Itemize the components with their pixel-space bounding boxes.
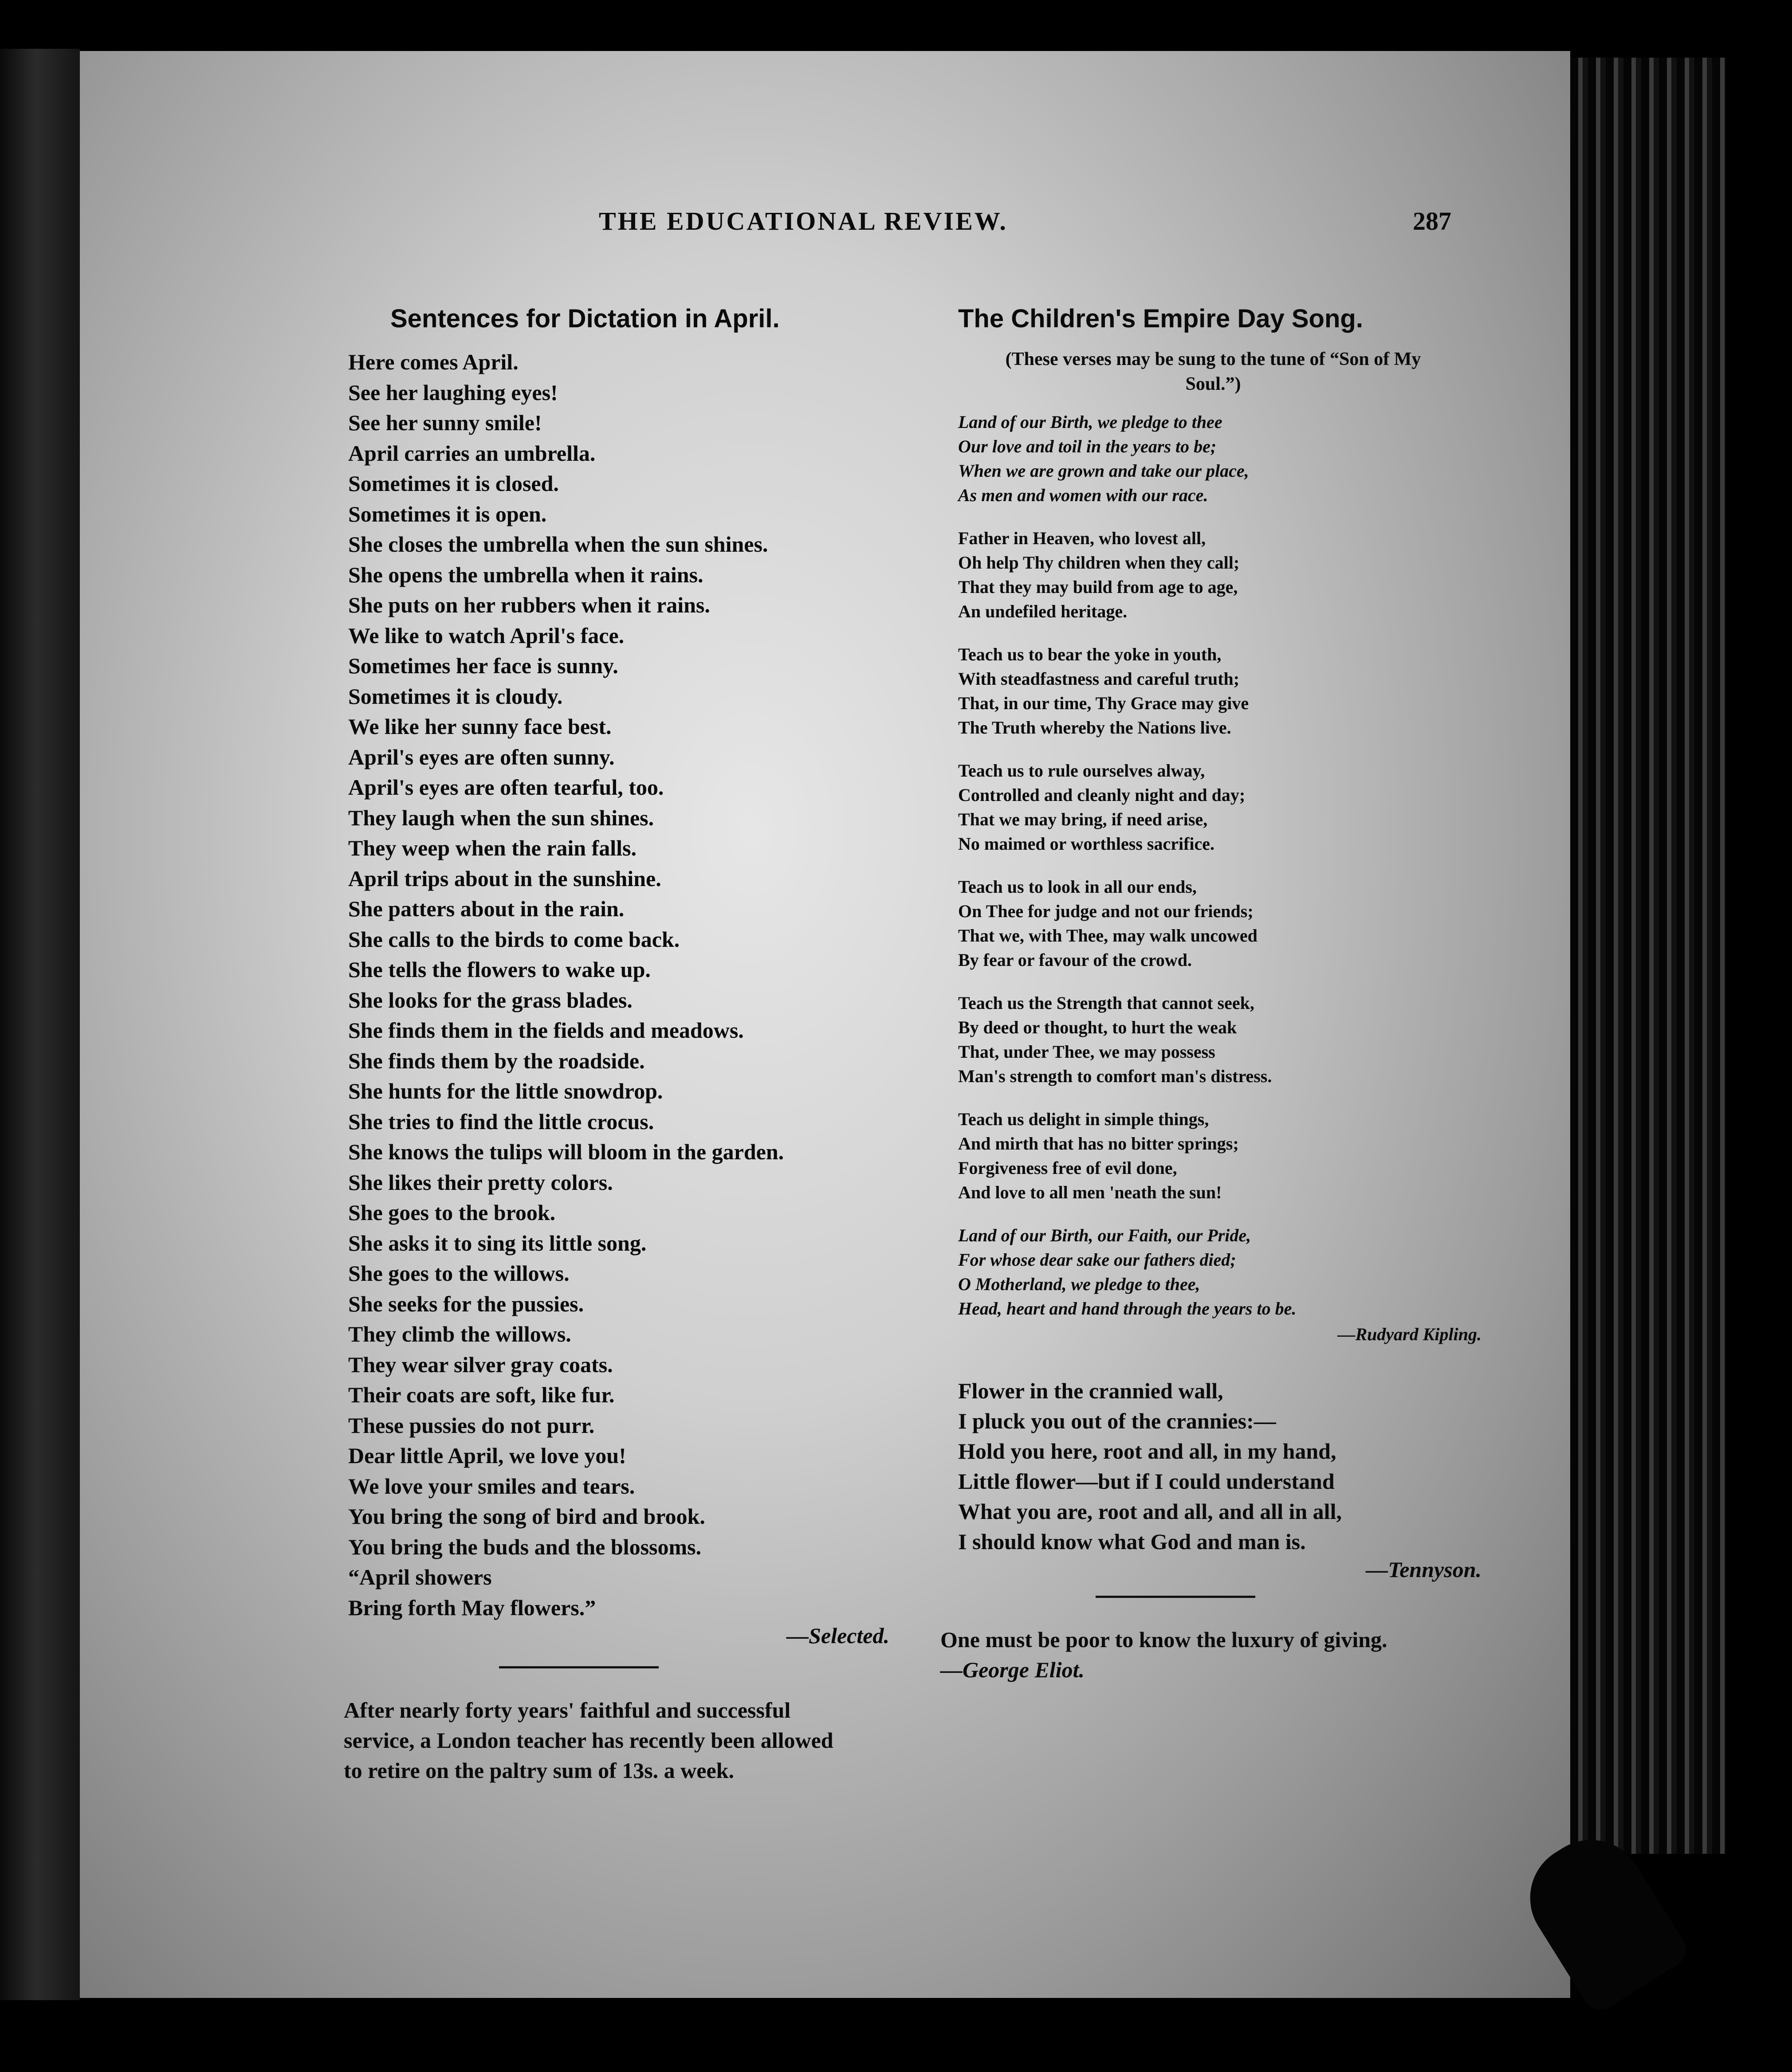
dictation-sentence: She tells the flowers to wake up. bbox=[348, 957, 651, 982]
london-teacher-note bbox=[344, 1695, 903, 1786]
song-stanza bbox=[958, 1223, 1504, 1321]
dictation-sentence: Sometimes her face is sunny. bbox=[348, 653, 618, 678]
dictation-sentence: Sometimes it is cloudy. bbox=[348, 683, 563, 709]
dictation-sentence: April carries an umbrella. bbox=[348, 440, 596, 466]
song-stanza bbox=[958, 526, 1504, 624]
dictation-sentence: She goes to the brook. bbox=[348, 1200, 556, 1225]
song-verse-line: When we are grown and take our place, bbox=[958, 461, 1249, 481]
subtitle-line: (These verses may be sung to the tune of “Son of My bbox=[1005, 349, 1421, 369]
dictation-sentence: Sometimes it is open. bbox=[348, 501, 547, 526]
quote-text: One must be poor to know the luxury of giving. bbox=[940, 1627, 1387, 1652]
eliot-quote bbox=[940, 1625, 1504, 1685]
dictation-sentence: April trips about in the sunshine. bbox=[348, 866, 661, 891]
song-verse-line: That, under Thee, we may possess bbox=[958, 1042, 1215, 1062]
song-verse-line: Teach us to rule ourselves alway, bbox=[958, 761, 1205, 781]
dictation-sentence: April's eyes are often tearful, too. bbox=[348, 775, 664, 800]
dictation-sentence: She knows the tulips will bloom in the garden. bbox=[348, 1139, 784, 1164]
song-verse-line: That they may build from age to age, bbox=[958, 577, 1238, 597]
section-divider bbox=[499, 1666, 659, 1668]
song-verse-line: Man's strength to comfort man's distress. bbox=[958, 1066, 1272, 1086]
dictation-sentence: April's eyes are often sunny. bbox=[348, 744, 615, 769]
song-verse-line: Teach us to look in all our ends, bbox=[958, 877, 1197, 897]
note-line: service, a London teacher has recently been allowed bbox=[344, 1728, 833, 1753]
flower-poem-line: Hold you here, root and all, in my hand, bbox=[958, 1439, 1336, 1464]
dictation-sentence: She goes to the willows. bbox=[348, 1261, 570, 1286]
song-verse-line: Forgiveness free of evil done, bbox=[958, 1158, 1177, 1178]
song-verse-line: And love to all men 'neath the sun! bbox=[958, 1182, 1222, 1202]
right-column bbox=[909, 304, 1504, 1685]
song-stanza bbox=[958, 642, 1504, 740]
dictation-sentence: She seeks for the pussies. bbox=[348, 1291, 584, 1316]
dictation-sentence: She puts on her rubbers when it rains. bbox=[348, 593, 710, 617]
flower-poem-line: Little flower—but if I could understand bbox=[958, 1469, 1335, 1494]
flower-poem-line: Flower in the crannied wall, bbox=[958, 1378, 1223, 1403]
page bbox=[80, 51, 1570, 1998]
subtitle-line: Soul.”) bbox=[1185, 374, 1241, 394]
song-verse-line: Our love and toil in the years to be; bbox=[958, 436, 1217, 456]
song-stanza bbox=[958, 991, 1504, 1088]
flower-poem-line: I should know what God and man is. bbox=[958, 1529, 1306, 1554]
dictation-sentence: She opens the umbrella when it rains. bbox=[348, 562, 703, 587]
song-verse-line: That we may bring, if need arise, bbox=[958, 809, 1208, 829]
dictation-sentence: She finds them in the fields and meadows. bbox=[348, 1018, 744, 1043]
dictation-sentence: Dear little April, we love you! bbox=[348, 1443, 626, 1468]
song-verse-line: By deed or thought, to hurt the weak bbox=[958, 1017, 1237, 1037]
song-stanza bbox=[958, 410, 1504, 507]
dictation-sentence: She patters about in the rain. bbox=[348, 896, 625, 921]
quote-author: —George Eliot. bbox=[940, 1657, 1085, 1682]
dictation-sentence: “April showers bbox=[348, 1565, 492, 1589]
empire-song-attribution: —Rudyard Kipling. bbox=[1337, 1324, 1482, 1344]
flower-poem-line: What you are, root and all, and all in all, bbox=[958, 1499, 1342, 1524]
song-verse-line: With steadfastness and careful truth; bbox=[958, 669, 1240, 689]
dictation-sentence: See her sunny smile! bbox=[348, 410, 542, 435]
empire-song-title: The Children's Empire Day Song. bbox=[958, 304, 1363, 333]
song-stanza bbox=[958, 1107, 1504, 1205]
dictation-sentence: She looks for the grass blades. bbox=[348, 987, 633, 1012]
song-stanza bbox=[958, 758, 1504, 856]
dictation-sentence: You bring the song of bird and brook. bbox=[348, 1504, 705, 1529]
empire-song-stanzas bbox=[909, 410, 1504, 1321]
song-verse-line: Controlled and cleanly night and day; bbox=[958, 785, 1246, 805]
page-number: 287 bbox=[1413, 207, 1451, 235]
song-verse-line: Land of our Birth, our Faith, our Pride, bbox=[958, 1225, 1251, 1245]
song-verse-line: Head, heart and hand through the years to be. bbox=[958, 1299, 1297, 1319]
flower-poem-lines bbox=[958, 1376, 1504, 1557]
song-verse-line: For whose dear sake our fathers died; bbox=[958, 1250, 1236, 1270]
section-divider bbox=[1096, 1596, 1255, 1598]
song-verse-line: No maimed or worthless sacrifice. bbox=[958, 834, 1215, 854]
song-verse-line: The Truth whereby the Nations live. bbox=[958, 718, 1231, 738]
dictation-sentence: She calls to the birds to come back. bbox=[348, 926, 680, 952]
dictation-sentence: She hunts for the little snowdrop. bbox=[348, 1079, 663, 1103]
dictation-sentence: She finds them by the roadside. bbox=[348, 1048, 645, 1073]
dictation-sentence: They weep when the rain falls. bbox=[348, 836, 637, 860]
empire-song-subtitle bbox=[923, 347, 1504, 396]
dictation-sentence: They climb the willows. bbox=[348, 1322, 571, 1346]
song-verse-line: That we, with Thee, may walk uncowed bbox=[958, 926, 1258, 946]
dictation-sentence: Here comes April. bbox=[348, 349, 519, 374]
dictation-sentence: We like her sunny face best. bbox=[348, 714, 612, 739]
song-verse-line: And mirth that has no bitter springs; bbox=[958, 1134, 1239, 1154]
song-verse-line: Teach us the Strength that cannot seek, bbox=[958, 993, 1254, 1013]
dictation-sentences bbox=[255, 347, 903, 1623]
song-verse-line: An undefiled heritage. bbox=[958, 601, 1128, 621]
dictation-sentence: She closes the umbrella when the sun shines. bbox=[348, 532, 768, 557]
flower-poem bbox=[958, 1376, 1504, 1582]
song-verse-line: Teach us delight in simple things, bbox=[958, 1109, 1209, 1129]
dictation-sentence: She tries to find the little crocus. bbox=[348, 1109, 654, 1134]
song-verse-line: Father in Heaven, who lovest all, bbox=[958, 528, 1206, 548]
song-verse-line: That, in our time, Thy Grace may give bbox=[958, 693, 1249, 713]
song-verse-line: O Motherland, we pledge to thee, bbox=[958, 1274, 1200, 1294]
song-verse-line: As men and women with our race. bbox=[958, 485, 1208, 505]
book-page-edges bbox=[1570, 58, 1725, 1854]
song-verse-line: On Thee for judge and not our friends; bbox=[958, 901, 1254, 921]
dictation-attribution: —Selected. bbox=[786, 1623, 889, 1648]
dictation-sentence: They wear silver gray coats. bbox=[348, 1352, 613, 1377]
song-stanza bbox=[958, 875, 1504, 972]
dictation-title: Sentences for Dictation in April. bbox=[390, 304, 780, 333]
note-line: to retire on the paltry sum of 13s. a week. bbox=[344, 1758, 734, 1783]
dictation-sentence: Sometimes it is closed. bbox=[348, 471, 559, 496]
dictation-sentence: They laugh when the sun shines. bbox=[348, 805, 654, 830]
dictation-sentence: She asks it to sing its little song. bbox=[348, 1230, 647, 1256]
dictation-sentence: We love your smiles and tears. bbox=[348, 1473, 635, 1499]
dictation-sentence: Bring forth May flowers.” bbox=[348, 1595, 596, 1620]
song-verse-line: Teach us to bear the yoke in youth, bbox=[958, 644, 1222, 664]
dictation-sentence: Their coats are soft, like fur. bbox=[348, 1382, 615, 1407]
song-verse-line: Oh help Thy children when they call; bbox=[958, 553, 1240, 573]
dictation-sentence: We like to watch April's face. bbox=[348, 623, 625, 648]
flower-poem-attribution: —Tennyson. bbox=[1366, 1557, 1482, 1582]
song-verse-line: By fear or favour of the crowd. bbox=[958, 950, 1192, 970]
dictation-sentence: She likes their pretty colors. bbox=[348, 1169, 613, 1195]
song-verse-line: Land of our Birth, we pledge to thee bbox=[958, 412, 1222, 432]
book-left-edge bbox=[0, 49, 80, 2000]
left-column bbox=[255, 304, 903, 1786]
flower-poem-line: I pluck you out of the crannies:— bbox=[958, 1409, 1276, 1433]
note-line: After nearly forty years' faithful and successful bbox=[344, 1698, 791, 1723]
dictation-sentence: See her laughing eyes! bbox=[348, 380, 558, 405]
dictation-sentence: These pussies do not purr. bbox=[348, 1413, 595, 1438]
dictation-sentence: You bring the buds and the blossoms. bbox=[348, 1534, 702, 1559]
running-head: THE EDUCATIONAL REVIEW. bbox=[599, 207, 1008, 235]
